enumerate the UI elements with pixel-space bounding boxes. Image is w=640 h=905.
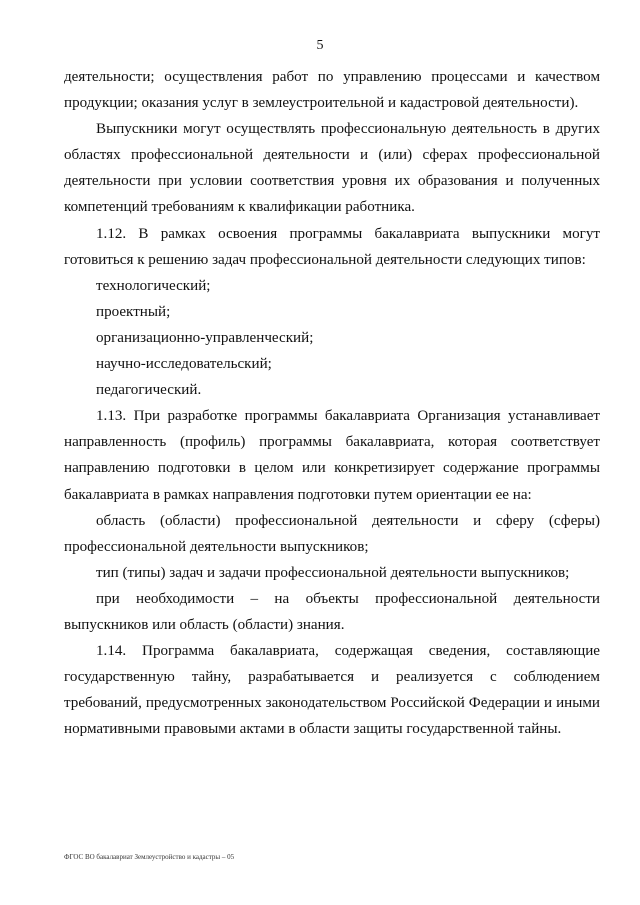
paragraph-graduates-other-areas: Выпускники могут осуществлять профессиональную деятельность в других областях профессиональной деятельности и (или) сферах профессиональной деятельности при условии соответствия уровня их образования и полученных компетенций требованиям к квалификации работника. <box>64 121 600 216</box>
document-body <box>64 64 600 742</box>
paragraph-continuation: деятельности; осуществления работ по управлению процессами и качеством продукции; оказания услуг в землеустроительной и кадастровой деятельности). <box>64 69 600 112</box>
list-item: научно-исследовательский; <box>96 356 272 373</box>
paragraph-orientation-task-type: тип (типы) задач и задачи профессиональной деятельности выпускников; <box>96 564 570 581</box>
paragraph-orientation-area: область (области) профессиональной деятельности и сферу (сферы) профессиональной деятельности выпускников; <box>64 512 600 555</box>
list-item: организационно-управленческий; <box>96 329 314 346</box>
list-item: проектный; <box>96 303 171 320</box>
paragraph-1-14: 1.14. Программа бакалавриата, содержащая сведения, составляющие государственную тайну, разрабатывается и реализуется с соблюдением требований, предусмотренных законодательством Российской Федерации и иными нормативными правовыми актами в области защиты государственной тайны. <box>64 643 600 738</box>
page-number: 5 <box>316 38 324 53</box>
list-item: педагогический. <box>96 382 202 399</box>
paragraph-1-12: 1.12. В рамках освоения программы бакалавриата выпускники могут готовиться к решению задач профессиональной деятельности следующих типов: <box>64 225 600 268</box>
paragraph-orientation-objects: при необходимости – на объекты профессиональной деятельности выпускников или область (области) знания. <box>64 590 600 633</box>
paragraph-1-13: 1.13. При разработке программы бакалавриата Организация устанавливает направленность (профиль) программы бакалавриата, которая соответствует направлению подготовки в целом или конкретизирует содержание программы бакалавриата в рамках направления подготовки путем ориентации ее на: <box>64 408 600 503</box>
list-item: технологический; <box>96 277 211 294</box>
page-footer: ФГОС ВО бакалавриат Землеустройство и кадастры – 05 <box>64 853 235 861</box>
